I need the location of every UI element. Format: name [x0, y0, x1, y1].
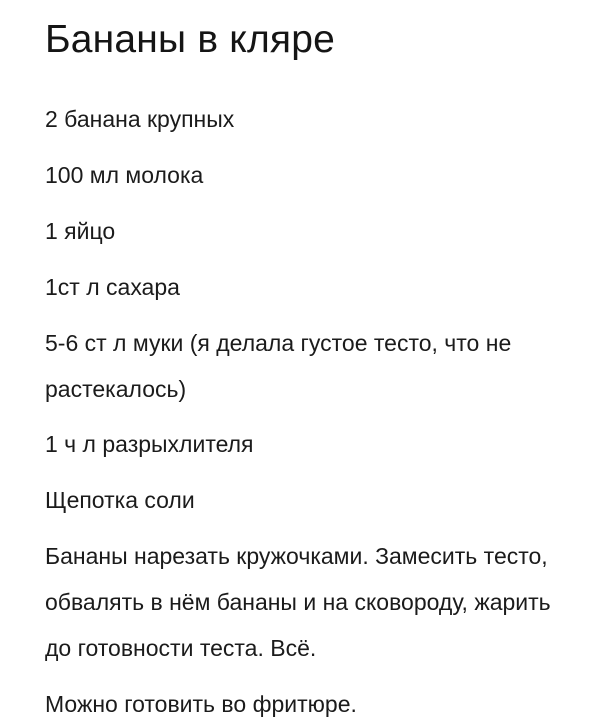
ingredient-item: 5-6 ст л муки (я делала густое тесто, что не растекалось)	[45, 330, 512, 402]
recipe-title: Бананы в кляре	[45, 18, 336, 61]
ingredient-item: 100 мл молока	[45, 162, 204, 188]
ingredient-item: 2 банана крупных	[45, 106, 235, 132]
ingredient-item: 1 яйцо	[45, 218, 116, 244]
note-text: Можно готовить во фритюре.	[45, 691, 357, 717]
ingredient-item: 1ст л сахара	[45, 274, 180, 300]
ingredient-item: Щепотка соли	[45, 487, 195, 513]
instructions-text: Бананы нарезать кружочками. Замесить тесто, обвалять в нём бананы и на сковороду, жарить до готовности теста. Всё.	[45, 543, 551, 661]
ingredient-item: 1 ч л разрыхлителя	[45, 431, 254, 457]
ingredient-list	[45, 96, 570, 524]
